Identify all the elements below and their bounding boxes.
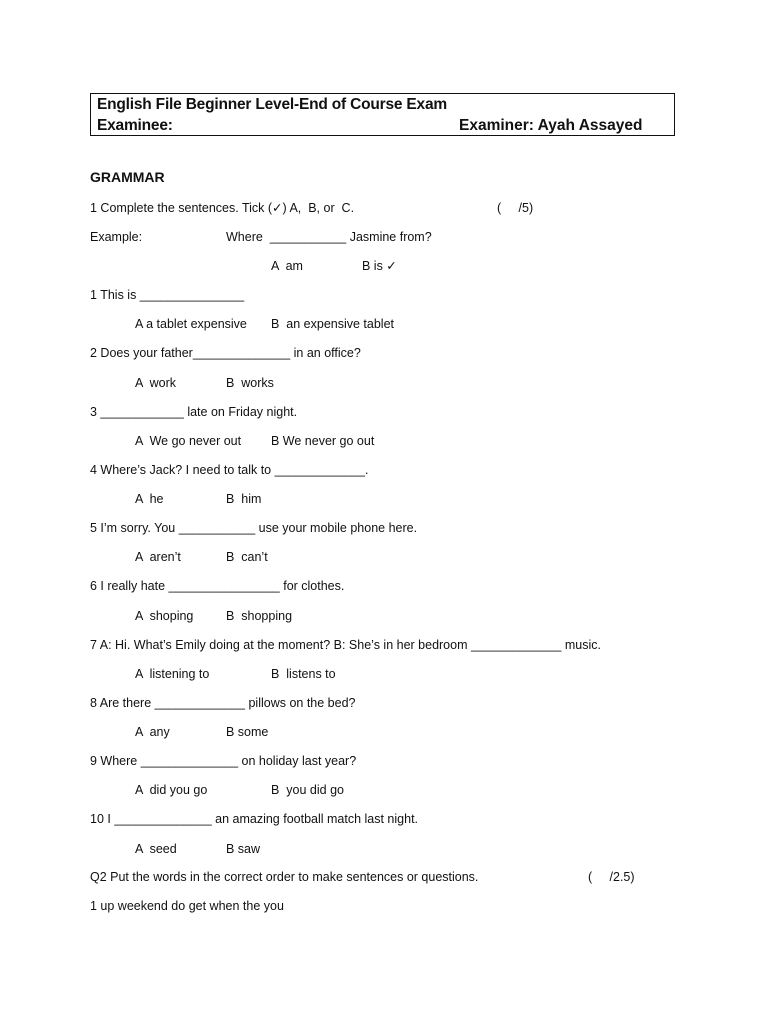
question-8-text: 8 Are there _____________ pillows on the bed? <box>90 696 356 710</box>
q2-item-1: 1 up weekend do get when the you <box>90 899 284 913</box>
question-2-option-b[interactable]: B works <box>226 376 274 390</box>
example-sentence: Where ___________ Jasmine from? <box>226 230 432 244</box>
question-9-option-a[interactable]: A did you go <box>135 783 208 797</box>
q2-score: ( /2.5) <box>588 870 635 884</box>
question-9-text: 9 Where ______________ on holiday last year? <box>90 754 357 768</box>
examiner-name: Examiner: Ayah Assayed <box>459 117 643 134</box>
question-4-text: 4 Where’s Jack? I need to talk to _____________. <box>90 463 369 477</box>
question-3-option-a[interactable]: A We go never out <box>135 434 242 448</box>
question-1-option-a[interactable]: A a tablet expensive <box>135 317 247 331</box>
q1-score: ( /5) <box>497 201 534 215</box>
example-label: Example: <box>90 230 143 244</box>
question-10-option-a[interactable]: A seed <box>135 842 177 856</box>
question-3-option-b[interactable]: B We never go out <box>271 434 375 448</box>
question-10-option-b[interactable]: B saw <box>226 842 261 856</box>
question-9-option-b[interactable]: B you did go <box>271 783 344 797</box>
question-8-option-b[interactable]: B some <box>226 725 269 739</box>
question-8-option-a[interactable]: A any <box>135 725 170 739</box>
q1-instructions: 1 Complete the sentences. Tick (✓) A, B, or C. <box>90 201 355 215</box>
question-1-option-b[interactable]: B an expensive tablet <box>271 317 394 331</box>
question-6-text: 6 I really hate ________________ for clothes. <box>90 579 345 593</box>
question-5-option-a[interactable]: A aren’t <box>135 550 181 564</box>
question-7-text: 7 A: Hi. What’s Emily doing at the moment? B: She’s in her bedroom _____________ music. <box>90 638 601 652</box>
question-4-option-a[interactable]: A he <box>135 492 164 506</box>
q2-instructions: Q2 Put the words in the correct order to make sentences or questions. <box>90 870 479 884</box>
section-title-grammar: GRAMMAR <box>90 169 165 185</box>
question-7-option-a[interactable]: A listening to <box>135 667 210 681</box>
example-option-a: A am <box>271 259 303 273</box>
exam-header-box <box>90 93 675 136</box>
example-option-b: B is ✓ <box>362 259 397 273</box>
question-5-option-b[interactable]: B can’t <box>226 550 268 564</box>
question-3-text: 3 ____________ late on Friday night. <box>90 405 298 419</box>
question-6-option-a[interactable]: A shoping <box>135 609 194 623</box>
exam-title: English File Beginner Level-End of Course Exam <box>97 96 447 113</box>
question-5-text: 5 I’m sorry. You ___________ use your mobile phone here. <box>90 521 418 535</box>
question-6-option-b[interactable]: B shopping <box>226 609 293 623</box>
question-2-text: 2 Does your father______________ in an office? <box>90 346 361 360</box>
question-7-option-b[interactable]: B listens to <box>271 667 336 681</box>
question-4-option-b[interactable]: B him <box>226 492 262 506</box>
question-2-option-a[interactable]: A work <box>135 376 176 390</box>
question-10-text: 10 I ______________ an amazing football match last night. <box>90 812 419 826</box>
examinee-label: Examinee: <box>97 117 173 134</box>
question-1-text: 1 This is _______________ <box>90 288 245 302</box>
